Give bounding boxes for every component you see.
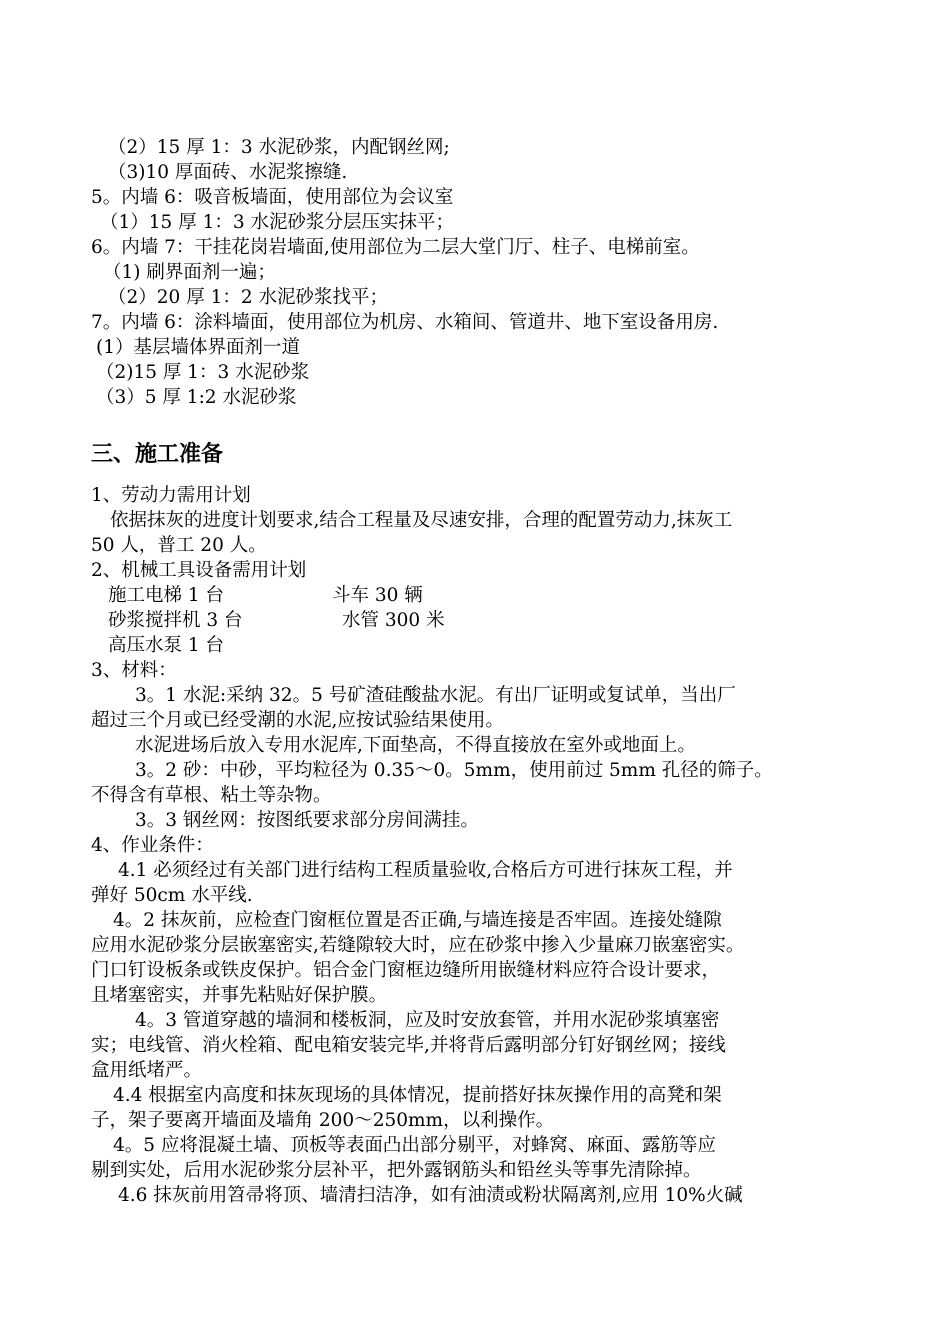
text-line: （2）15 厚 1：3 水泥砂浆，内配钢丝网; xyxy=(108,137,450,158)
text-line: 不得含有草根、粘土等杂物。 xyxy=(91,785,332,806)
text-line: （1) 刷界面剂一遍； xyxy=(103,262,276,283)
text-line: 3。2 砂：中砂，平均粒径为 0.35～0。5mm，使用前过 5mm 孔径的筛子。 xyxy=(135,760,773,781)
equipment-item: 水管 300 米 xyxy=(342,610,445,631)
section-title: 三、施工准备 xyxy=(91,441,224,467)
text-line: 6。内墙 7：干挂花岗岩墙面,使用部位为二层大堂门厅、柱子、电梯前室。 xyxy=(91,237,700,258)
text-line: 4、作业条件： xyxy=(91,835,214,856)
text-line: 7。内墙 6：涂料墙面，使用部位为机房、水箱间、管道井、地下室设备用房. xyxy=(91,312,719,333)
text-line: 3、材料： xyxy=(91,660,177,681)
text-line: 4.1 必须经过有关部门进行结构工程质量验收,合格后方可进行抹灰工程，并 xyxy=(118,860,733,881)
text-line: 子，架子要离开墙面及墙角 200～250mm，以利操作。 xyxy=(91,1110,555,1131)
text-line: 4。5 应将混凝土墙、顶板等表面凸出部分剔平，对蜂窝、麻面、露筋等应 xyxy=(113,1135,716,1156)
equipment-item: 施工电梯 1 台 xyxy=(108,585,225,606)
text-line: （3）5 厚 1:2 水泥砂浆 xyxy=(96,387,297,408)
text-line: 4.6 抹灰前用笤帚将顶、墙清扫洁净，如有油渍或粉状隔离剂,应用 10%火碱 xyxy=(118,1185,743,1206)
text-line: 1、劳动力需用计划 xyxy=(91,485,251,506)
text-line: (1）基层墙体界面剂一道 xyxy=(96,337,300,358)
equipment-item: 高压水泵 1 台 xyxy=(108,635,225,656)
text-line: 50 人，普工 20 人。 xyxy=(91,535,267,556)
text-line: 剔到实处，后用水泥砂浆分层补平，把外露钢筋头和铅丝头等事先清除掉。 xyxy=(91,1160,702,1181)
equipment-item: 砂浆搅拌机 3 台 xyxy=(108,610,243,631)
text-line: 3。3 钢丝网：按图纸要求部分房间满挂。 xyxy=(135,810,479,831)
text-line: 超过三个月或已经受潮的水泥,应按试验结果使用。 xyxy=(91,710,504,731)
text-line: 3。1 水泥:采纳 32。5 号矿渣硅酸盐水泥。有出厂证明或复试单，当出厂 xyxy=(135,685,736,706)
text-line: （1）15 厚 1：3 水泥砂浆分层压实抹平； xyxy=(100,212,454,233)
text-line: 4。3 管道穿越的墙洞和楼板洞，应及时安放套管，并用水泥砂浆填塞密 xyxy=(135,1010,720,1031)
text-line: 4。2 抹灰前，应检查门窗框位置是否正确,与墙连接是否牢固。连接处缝隙 xyxy=(113,910,722,931)
text-line: 4.4 根据室内高度和抹灰现场的具体情况，提前搭好抹灰操作用的高凳和架 xyxy=(113,1085,722,1106)
text-line: （2）20 厚 1：2 水泥砂浆找平； xyxy=(108,287,388,308)
equipment-item: 斗车 30 辆 xyxy=(332,585,423,606)
text-line: 5。内墙 6：吸音板墙面，使用部位为会议室 xyxy=(91,187,454,208)
text-line: 弹好 50cm 水平线. xyxy=(91,885,253,906)
text-line: （2)15 厚 1：3 水泥砂浆 xyxy=(96,362,310,383)
text-line: 实；电线管、消火栓箱、配电箱安装完毕,并将背后露明部分钉好钢丝网；接线 xyxy=(91,1035,726,1056)
text-line: 水泥进场后放入专用水泥库,下面垫高，不得直接放在室外或地面上。 xyxy=(135,735,696,756)
text-line: 盒用纸堵严。 xyxy=(91,1060,203,1081)
text-line: 应用水泥砂浆分层嵌塞密实,若缝隙较大时，应在砂浆中掺入少量麻刀嵌塞密实。 xyxy=(91,935,745,956)
text-line: 且堵塞密实，并事先粘贴好保护膜。 xyxy=(91,985,388,1006)
text-line: （3)10 厚面砖、水泥浆擦缝. xyxy=(108,162,348,183)
text-line: 门口钉设板条或铁皮保护。铝合金门窗框边缝所用嵌缝材料应符合设计要求， xyxy=(91,960,721,981)
text-line: 2、机械工具设备需用计划 xyxy=(91,560,307,581)
text-line: 依据抹灰的进度计划要求,结合工程量及尽速安排，合理的配置劳动力,抹灰工 xyxy=(110,510,733,531)
